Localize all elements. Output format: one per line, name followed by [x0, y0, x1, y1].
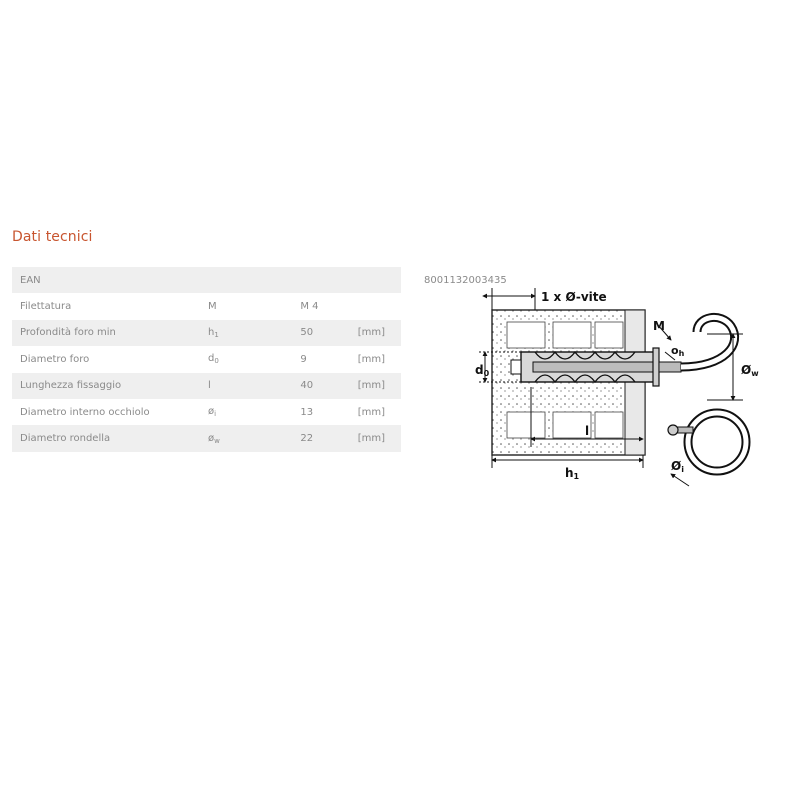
spec-symbol: $ø_i$: [208, 406, 217, 419]
section-title: Dati tecnici: [12, 229, 93, 245]
spec-row-hole-diameter: [12, 346, 401, 372]
spec-label: Filettatura: [20, 301, 72, 313]
spec-unit: [mm]: [331, 425, 401, 451]
label-l: l: [585, 424, 590, 438]
spec-label: Diametro interno occhiolo: [20, 406, 150, 418]
label-h1: h1: [565, 466, 580, 481]
spec-symbol: $h_1$: [190, 320, 260, 346]
spec-unit: [mm]: [357, 406, 385, 418]
spec-row-thread: [12, 293, 401, 319]
label-thread: M: [653, 319, 665, 333]
label-oh: oh: [671, 344, 685, 358]
spec-value: M 4: [300, 301, 319, 313]
spec-symbol: $d_0$: [208, 353, 219, 366]
spec-value: 22: [260, 425, 330, 451]
spec-row-washer-diameter: [12, 425, 401, 451]
label-screw-diameter: 1 x Ø-vite: [541, 290, 607, 304]
spec-label: Diametro rondella: [12, 425, 190, 451]
spec-unit: [mm]: [357, 353, 385, 365]
spec-label: Diametro foro: [20, 353, 90, 365]
technical-drawing: [475, 282, 775, 492]
spec-row-eye-inner-diameter: [12, 399, 401, 425]
spec-unit: [331, 293, 401, 319]
spec-label: Lunghezza fissaggio: [12, 373, 190, 399]
spec-value: 50: [260, 320, 330, 346]
spec-unit: [mm]: [331, 320, 401, 346]
spec-value: 40: [260, 373, 330, 399]
spec-value: 9: [300, 353, 307, 365]
spec-symbol: $ø_w$: [190, 425, 260, 451]
spec-value: 8001132003435: [190, 267, 401, 293]
label-washer-diameter: Øw: [741, 363, 759, 378]
spec-label: Profondità foro min: [12, 320, 190, 346]
spec-label: EAN: [12, 267, 190, 293]
spec-row-ean: [12, 267, 401, 293]
specs-table: [12, 267, 507, 452]
wall-plug: [511, 352, 655, 382]
spec-symbol: l: [190, 373, 260, 399]
spec-symbol: M: [208, 301, 217, 313]
label-eye-diameter: Øi: [671, 459, 684, 474]
spec-unit: [mm]: [331, 373, 401, 399]
spec-row-fixing-length: [12, 373, 401, 399]
spec-value: 13: [300, 406, 314, 418]
label-d0: d0: [475, 363, 490, 378]
spec-row-hole-depth: [12, 320, 401, 346]
